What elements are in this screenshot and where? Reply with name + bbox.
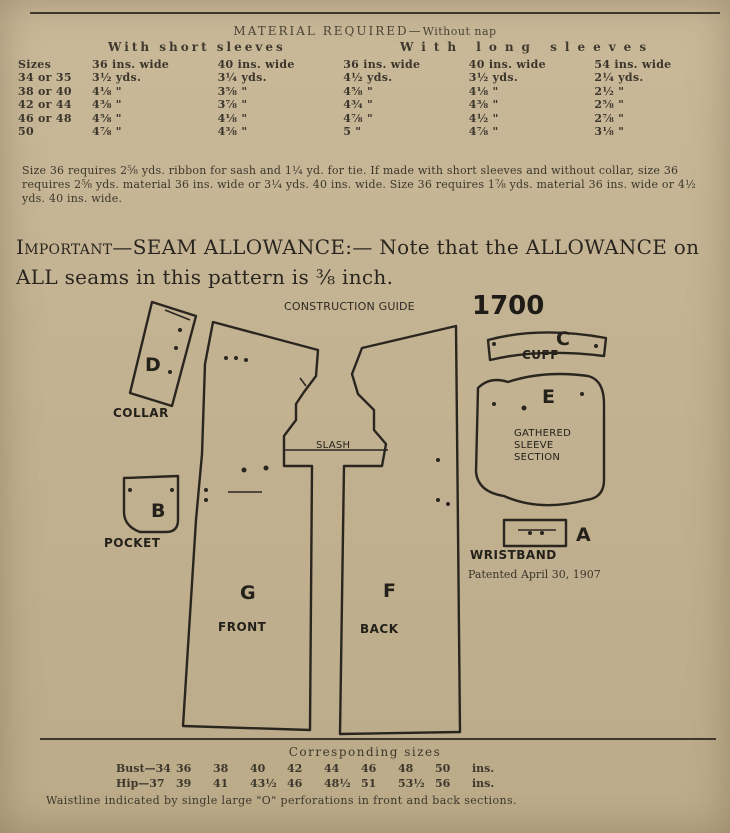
wristband-label: WRISTBAND	[470, 548, 557, 562]
piece-letter-b: B	[151, 500, 166, 522]
table-cell: 3½ yds.	[92, 71, 142, 85]
table-cell: 2¼ yds.	[594, 71, 644, 85]
front-piece-outline	[183, 322, 318, 730]
back-label: BACK	[360, 622, 399, 636]
perforation-mark	[580, 392, 584, 396]
perforation-mark	[446, 502, 450, 506]
table-cell: 4⅜ "	[92, 98, 122, 112]
hip-sizes-row	[116, 777, 509, 790]
table-cell: 4⅛ "	[92, 84, 122, 98]
bottom-rule	[40, 738, 716, 740]
slash-label: SLASH	[316, 440, 351, 451]
piece-letter-d: D	[145, 354, 161, 376]
piece-letter-a: A	[576, 524, 591, 546]
table-cell: 42 or 44	[18, 98, 72, 112]
collar-piece-outline	[130, 302, 196, 406]
perforation-mark	[436, 498, 440, 502]
table-cell: 3⅝ "	[217, 84, 248, 98]
pattern-number: 1700	[472, 291, 545, 321]
table-cell: 4⅝ "	[343, 84, 373, 98]
table-cell: 4½ "	[468, 111, 499, 125]
short-sleeves-heading: With short sleeves	[108, 40, 286, 54]
table-cell: 3¼ yds.	[217, 71, 267, 85]
perforation-mark	[168, 370, 172, 374]
col-header: 36 ins. wide	[92, 58, 170, 71]
perforation-mark	[540, 531, 544, 535]
perforation-mark	[264, 466, 269, 471]
material-title: MATERIAL REQUIRED—Without nap	[233, 24, 497, 38]
table-cell: 38 or 40	[18, 84, 72, 98]
perforation-mark	[178, 328, 182, 332]
perforation-mark	[492, 342, 496, 346]
size-value: 53½	[398, 777, 425, 790]
collar-inner-line	[165, 310, 190, 320]
perforation-mark	[522, 406, 527, 411]
perforation-mark	[594, 344, 598, 348]
collar-label: COLLAR	[113, 406, 169, 420]
size-value: 56	[435, 777, 451, 790]
perforation-mark	[224, 356, 228, 360]
seam-heading: —SEAM ALLOWANCE:—	[112, 235, 373, 259]
perforation-mark	[244, 358, 248, 362]
col-header: Sizes	[18, 58, 52, 71]
cuff-label: CUFF	[522, 348, 559, 362]
table-cell: 4⅞ "	[468, 125, 499, 139]
perforation-mark	[234, 356, 238, 360]
table-cell: 4⅜ "	[468, 98, 499, 112]
size-value: 36	[176, 762, 192, 775]
table-cell: 50	[18, 125, 34, 139]
table-cell: 4⅜ "	[217, 125, 248, 139]
perforation-mark	[204, 498, 208, 502]
table-cell: 5 "	[343, 125, 362, 139]
perforation-mark	[174, 346, 178, 350]
table-cell: 4⅛ "	[468, 84, 499, 98]
table-cell: 4⅛ "	[217, 111, 248, 125]
size-value: 44	[324, 762, 340, 775]
bust-sizes-row	[116, 762, 509, 775]
perforation-mark	[436, 458, 440, 462]
piece-letter-c: C	[556, 328, 570, 350]
bust-label: Bust—34	[116, 762, 171, 775]
front-label: FRONT	[218, 620, 267, 634]
perforation-mark	[128, 488, 132, 492]
col-header: 54 ins. wide	[594, 58, 672, 71]
size-unit: ins.	[472, 762, 495, 775]
pocket-label: POCKET	[104, 536, 161, 550]
perforation-mark	[170, 488, 174, 492]
size-value: 46	[287, 777, 303, 790]
table-cell: 3½ yds.	[468, 71, 518, 85]
size-value: 42	[287, 762, 303, 775]
seam-text: Note that the ALLOWANCE on ALL seams in this pattern is ⅜ inch.	[16, 235, 700, 289]
table-cell: 4½ yds.	[343, 71, 393, 85]
table-cell: 3⅛ "	[594, 125, 625, 139]
table-cell: 4¾ "	[343, 98, 374, 112]
table-cell: 3⅞ "	[217, 98, 248, 112]
table-cell: 2⅞ "	[594, 111, 625, 125]
size-value: 46	[361, 762, 377, 775]
table-cell: 34 or 35	[18, 71, 72, 85]
table-cell: 4⅞ "	[92, 125, 122, 139]
size-value: 48	[398, 762, 414, 775]
piece-letter-g: G	[240, 582, 256, 604]
col-header: 40 ins. wide	[217, 58, 295, 71]
wristband-piece-outline	[504, 520, 566, 546]
construction-guide-label: CONSTRUCTION GUIDE	[284, 300, 415, 313]
size-value: 51	[361, 777, 377, 790]
perforation-mark	[492, 402, 496, 406]
perforation-mark	[528, 531, 532, 535]
size-value: 43½	[250, 777, 277, 790]
back-piece-outline	[340, 326, 460, 734]
long-sleeves-heading: With long sleeves	[400, 40, 655, 54]
gathered-sleeve-label: GATHERED SLEEVE SECTION	[514, 428, 572, 463]
piece-letter-f: F	[383, 580, 396, 602]
grain-arrow	[300, 378, 306, 386]
piece-letter-e: E	[542, 386, 555, 408]
perforation-mark	[242, 468, 247, 473]
table-cell: 46 or 48	[18, 111, 72, 125]
size-value: 48½	[324, 777, 351, 790]
table-cell: 4⅝ "	[92, 111, 122, 125]
material-notes: Size 36 requires 2⅝ yds. ribbon for sash and 1¼ yd. for tie. If made with short sleeves and without collar, size 36 requires 2⅝ yds. material 36 ins. wide or 3¼ yds. 40 ins. wide. Size 36 requires 1⅞ yds. material 36 ins. wide or 4½ yds. 40 ins. wide.	[22, 164, 696, 205]
perforation-mark	[204, 488, 208, 492]
seam-lead: Important	[16, 235, 113, 259]
size-unit: ins.	[472, 777, 495, 790]
waistline-note: Waistline indicated by single large "O" perforations in front and back sections.	[46, 794, 517, 807]
size-value: 50	[435, 762, 451, 775]
corresponding-sizes-title: Corresponding sizes	[288, 745, 442, 759]
size-value: 38	[213, 762, 229, 775]
size-value: 40	[250, 762, 266, 775]
hip-label: Hip—37	[116, 777, 165, 790]
table-cell: 4⅞ "	[343, 111, 373, 125]
patent-date: Patented April 30, 1907	[468, 568, 601, 581]
size-value: 39	[176, 777, 192, 790]
col-header: 36 ins. wide	[343, 58, 421, 71]
table-cell: 2⅝ "	[594, 98, 625, 112]
table-cell: 2½ "	[594, 84, 625, 98]
size-value: 41	[213, 777, 229, 790]
col-header: 40 ins. wide	[468, 58, 546, 71]
